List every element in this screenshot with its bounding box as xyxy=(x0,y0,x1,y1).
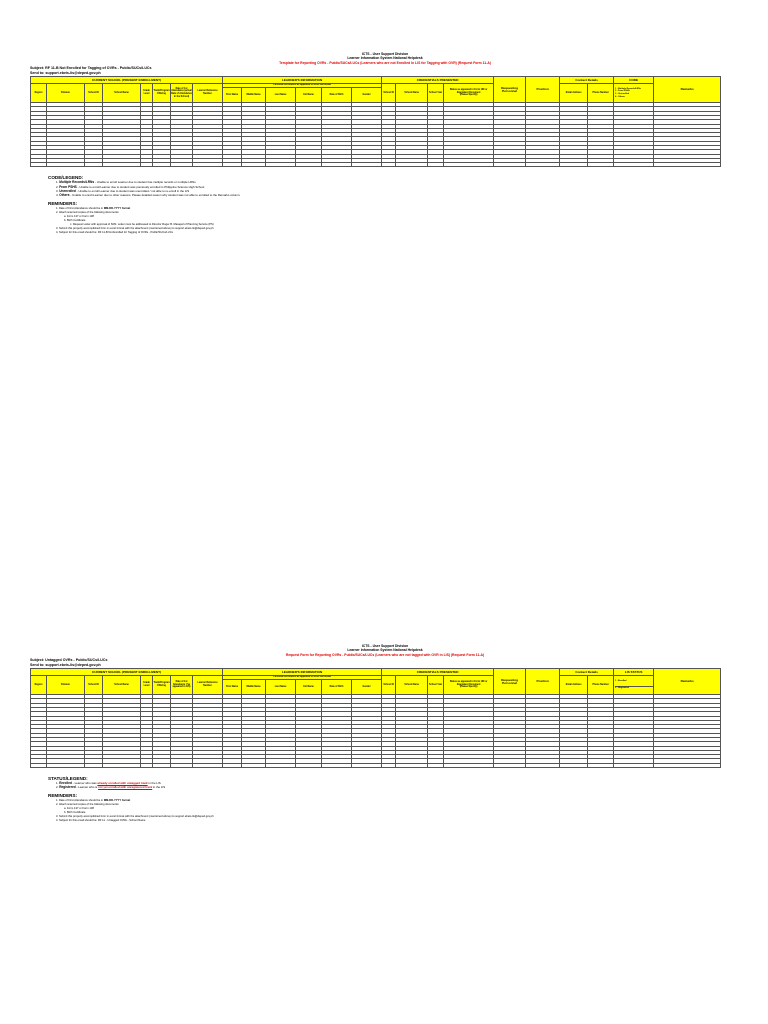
legend-item: 3. Unenrolled - Unable to enroll Learner due to student was unenrolled / not able to re-enroll in the LIS xyxy=(56,188,190,193)
col-track: Track/Program Offering xyxy=(153,676,171,695)
col-cred-school-id: School ID xyxy=(382,84,396,103)
code-item: 4 - Others xyxy=(615,95,625,98)
col-school-name: School Name xyxy=(103,84,141,103)
form-sheet-11a xyxy=(30,644,740,823)
code-list xyxy=(614,84,654,103)
group-credentials: CREDENTIALS PRESENTED xyxy=(382,77,494,84)
status-item: 2 - Registered xyxy=(615,686,653,690)
col-gender: Gender xyxy=(352,680,382,695)
col-middle-name: Middle Name xyxy=(242,88,266,103)
col-division: Division xyxy=(47,676,85,695)
legend-title: STATUS/LEGEND: xyxy=(48,776,88,782)
reminder-item: 1. Date of First Attendance should be in MM-DD-YYYY format xyxy=(56,799,131,803)
table-cell[interactable] xyxy=(153,163,171,167)
status-appeared-label: Status as appeared in Form 138 or Equivalent Document xyxy=(449,88,488,94)
col-requesting-personnel: Requesting Personnel xyxy=(494,77,526,103)
col-middle-name: Middle Name xyxy=(242,680,266,695)
helpdesk-header: Learner Information System National Helpdesk xyxy=(347,648,423,653)
col-grade-level: Grade Level xyxy=(141,676,153,695)
legend-item: 2. Registered - Learner who is not yet enrolled with unregistered track in the LIS xyxy=(56,785,166,790)
legend-item: 1. Multiple Records/LRNs - Unable to enroll Learner due to student has multiple records or multiple LRNs xyxy=(56,180,196,185)
please-specify-label: (Please Specify) xyxy=(459,94,478,97)
code-item: 1 - Multiple Records/LRNs xyxy=(615,87,641,90)
table-cell[interactable] xyxy=(47,163,85,167)
table-cell[interactable] xyxy=(444,163,494,167)
reminder-item: b. Birth Certificate xyxy=(64,811,86,815)
col-lrn: Learner Reference Number xyxy=(193,676,223,695)
table-cell[interactable] xyxy=(444,763,494,767)
email-send-to: Send to: support.ebeis-lis@deped.gov.ph xyxy=(30,70,101,75)
group-learners-info: LEARNER'S INFORMATION xyxy=(223,77,382,84)
col-grade-level: Grade Level xyxy=(141,84,153,103)
table-cell[interactable] xyxy=(85,163,103,167)
table-cell[interactable] xyxy=(266,763,296,767)
table-cell[interactable] xyxy=(141,163,153,167)
col-region: Region xyxy=(31,84,47,103)
table-cell[interactable] xyxy=(614,163,654,167)
table-row xyxy=(31,163,721,167)
group-personal-info: Personal Information as appeared in Birth Certificate xyxy=(223,676,382,680)
reminder-item: 3. Submit this properly accomplished form in excel format with the attachment (mentioned above) to support.ebeis-lis@deped.gov.ph xyxy=(56,815,214,819)
col-last-name: Last Name xyxy=(266,88,296,103)
group-current-school: CURRENT SCHOOL (PRESENT ENROLLMENT) xyxy=(31,77,223,84)
group-contact-details: Contact Details xyxy=(560,77,614,84)
col-division: Division xyxy=(47,84,85,103)
table-cell[interactable] xyxy=(526,763,560,767)
col-phone: Phone Number xyxy=(588,84,614,103)
legend-item: 4. Others - Unable to enroll Learner due to other reasons. Please detailed reason why student was not able to enrolled to the Remarks column. xyxy=(56,193,241,198)
table-cell[interactable] xyxy=(428,163,444,167)
table-cell[interactable] xyxy=(614,763,654,767)
reminder-item: 2. Attach scanned copies of the following documents: xyxy=(56,211,120,215)
table-cell[interactable] xyxy=(296,763,322,767)
group-code: CODE xyxy=(614,77,654,84)
code-item: 2 - From PSHS xyxy=(615,90,630,93)
table-cell[interactable] xyxy=(352,763,382,767)
please-specify-label: (Please Specify) xyxy=(459,686,478,689)
reminder-item: 4. Subject for this email should be: RF 11 - Untagged OVRs - School Name xyxy=(56,819,146,823)
email-send-to: Send to: support.ebeis-lis@deped.gov.ph xyxy=(30,662,101,667)
col-school-name: School Name xyxy=(103,676,141,695)
group-contact-details: Contact Details xyxy=(560,669,614,676)
col-ext-name: Ext Name xyxy=(296,88,322,103)
col-cred-school-name: School Name xyxy=(396,84,428,103)
org-header: ICTS - User Support Division xyxy=(361,52,409,56)
col-gender: Gender xyxy=(352,88,382,103)
col-first-name: First Name xyxy=(223,88,242,103)
reminders-title: REMINDERS: xyxy=(48,793,78,799)
legend-title: CODE/LEGEND: xyxy=(48,175,84,181)
table-cell[interactable] xyxy=(31,763,47,767)
col-school-id: School ID xyxy=(85,676,103,695)
table-cell[interactable] xyxy=(396,763,428,767)
table-row xyxy=(31,763,721,767)
reminders-title: REMINDERS: xyxy=(48,201,78,207)
code-item: 3 - Unenrolled xyxy=(615,93,629,96)
reminder-item: 4. Subject for this email should be: RF 11-B Not Enrolled for Tagging of OVRs - Public/SUCs/LUCs xyxy=(56,231,174,235)
table-cell[interactable] xyxy=(428,763,444,767)
col-cred-school-id: School ID xyxy=(382,676,396,695)
table-cell[interactable] xyxy=(266,163,296,167)
table-cell[interactable] xyxy=(171,163,193,167)
table-cell[interactable] xyxy=(85,763,103,767)
status-item: 1 - Enrolled xyxy=(615,680,627,683)
col-cred-school-year: School Year xyxy=(428,676,444,695)
table-cell[interactable] xyxy=(171,763,193,767)
table-cell[interactable] xyxy=(526,163,560,167)
table-cell[interactable] xyxy=(382,763,396,767)
col-requesting-personnel: Requesting Personnel xyxy=(494,669,526,695)
col-cred-school-year: School Year xyxy=(428,84,444,103)
table-cell[interactable] xyxy=(103,763,141,767)
table-cell[interactable] xyxy=(296,163,322,167)
col-phone: Phone Number xyxy=(588,676,614,695)
table-cell[interactable] xyxy=(494,163,526,167)
table-cell[interactable] xyxy=(31,163,47,167)
form-title: Template for Reporting OVRs - Public/SUCs/LUCs (Learners who are not Enrolled in LIS for Tagging with OVR) (Request Form 11-A) xyxy=(279,60,491,65)
col-lrn: Learner Reference Number xyxy=(193,84,223,103)
table-cell[interactable] xyxy=(396,163,428,167)
table-cell[interactable] xyxy=(588,763,614,767)
report-table xyxy=(30,668,721,768)
table-cell[interactable] xyxy=(654,763,721,767)
org-header: ICTS - User Support Division xyxy=(361,644,409,648)
table-cell[interactable] xyxy=(352,163,382,167)
reminder-item: 2. Attach scanned copies of the following documents: xyxy=(56,803,120,807)
col-email: Email Address xyxy=(560,676,588,695)
group-learners-info: LEARNER'S INFORMATION xyxy=(223,669,382,676)
col-ext-name: Ext Name xyxy=(296,680,322,695)
col-status-appeared xyxy=(444,676,494,695)
table-cell[interactable] xyxy=(193,763,223,767)
col-track: Track/Program Offering xyxy=(153,84,171,103)
table-cell[interactable] xyxy=(382,163,396,167)
legend-item: 1. Enrolled - Learner who was already enrolled with untagged track in the LIS xyxy=(56,781,161,786)
group-lis-status: LIS STATUS xyxy=(614,669,654,676)
table-cell[interactable] xyxy=(588,163,614,167)
table-cell[interactable] xyxy=(242,163,266,167)
col-position: Position xyxy=(526,669,560,695)
table-cell[interactable] xyxy=(223,763,242,767)
col-school-id: School ID xyxy=(85,84,103,103)
table-cell[interactable] xyxy=(654,163,721,167)
table-cell[interactable] xyxy=(103,163,141,167)
legend-item: 2. From PSHS - Unable to enroll Learner due to student was previously enrolled in Philippine Science High School xyxy=(56,184,205,189)
form-title: Request Form for Reporting OVRs - Public/SUCs/LUCs (Learners who are not tagged with OVR in LIS) (Request Form 11-A) xyxy=(285,652,485,657)
table-cell[interactable] xyxy=(560,163,588,167)
table-cell[interactable] xyxy=(153,763,171,767)
form-sheet-11b xyxy=(30,52,740,235)
data-rows xyxy=(31,103,721,167)
email-subject: Subject: Untagged OVRs - Public/SUCs/LUCs xyxy=(30,658,108,663)
group-current-school: CURRENT SCHOOL (PRESENT ENROLLMENT) xyxy=(31,669,223,676)
col-region: Region xyxy=(31,676,47,695)
table-cell[interactable] xyxy=(223,163,242,167)
col-dob: Date of Birth xyxy=(322,680,352,695)
table-cell[interactable] xyxy=(322,163,352,167)
table-cell[interactable] xyxy=(494,763,526,767)
reminder-item: c. Request Letter with approval of SDS. Letter must be addressed to Director Roger B. Masapol of Planning Service (PS) xyxy=(70,223,214,227)
table-cell[interactable] xyxy=(560,763,588,767)
table-cell[interactable] xyxy=(322,763,352,767)
col-dob: Date of Birth xyxy=(322,88,352,103)
col-first-name: First Name xyxy=(223,680,242,695)
reminder-item: 3. Submit this properly accomplished form in excel format with the attachment (mentioned above) to support.ebeis-lis@deped.gov.ph xyxy=(56,227,214,231)
col-remarks: Remarks xyxy=(654,669,721,695)
col-status-appeared xyxy=(444,84,494,103)
helpdesk-header: Learner Information System National Helpdesk xyxy=(347,56,423,61)
data-rows xyxy=(31,695,721,768)
table-cell[interactable] xyxy=(47,763,85,767)
reminder-item: b. Birth Certificate xyxy=(64,219,86,223)
col-remarks: Remarks xyxy=(654,77,721,103)
email-subject: Subject: RF 11-B Not Enrolled for Tagging of OVRs - Public/SUCs/LUCs xyxy=(30,66,152,71)
group-credentials: CREDENTIALS PRESENTED xyxy=(382,669,494,676)
table-cell[interactable] xyxy=(242,763,266,767)
status-appeared-label: Status as appeared in Form 138 or Equivalent Document xyxy=(449,680,488,686)
reminder-item: a. Form 137 or Form 138 xyxy=(64,215,94,219)
report-table xyxy=(30,76,721,167)
col-last-name: Last Name xyxy=(266,680,296,695)
status-list xyxy=(614,676,654,695)
reminder-item: 1. Date of First Attendance should be in MM-DD-YYYY format xyxy=(56,207,131,211)
table-cell[interactable] xyxy=(193,163,223,167)
col-cred-school-name: School Name xyxy=(396,676,428,695)
col-attendance: Date of 1st Attendance (actual Date of Attendance in the School) xyxy=(171,84,193,103)
table-cell[interactable] xyxy=(141,763,153,767)
reminder-item: a. Form 137 or Form 138 xyxy=(64,807,94,811)
col-attendance: Date of 1st Attendance (*as appeared in LIS) xyxy=(171,676,193,695)
col-email: Email Address xyxy=(560,84,588,103)
col-position: Position xyxy=(526,77,560,103)
group-personal-info: Personal Information as appeared in Birth Certificate xyxy=(223,84,382,88)
